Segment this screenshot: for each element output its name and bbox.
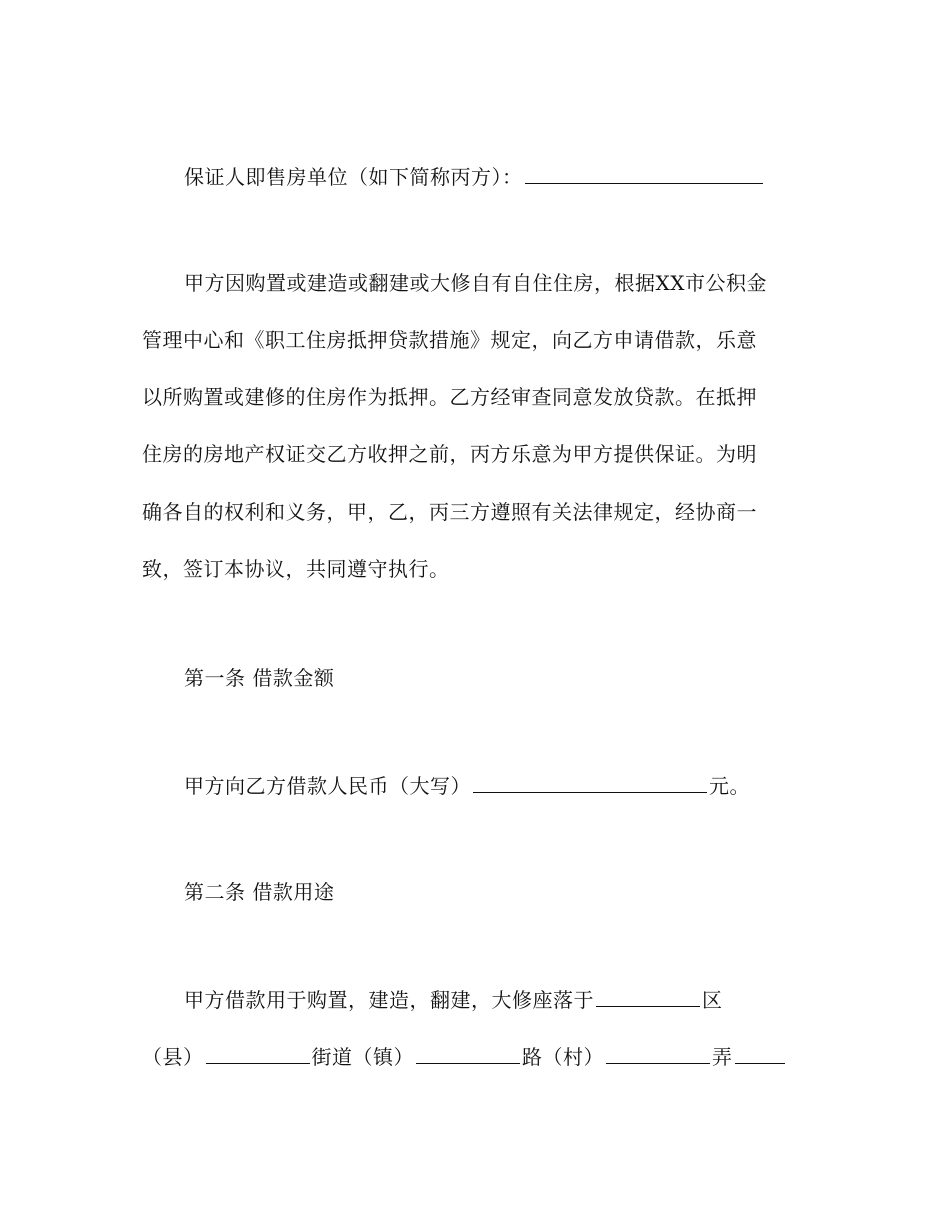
preamble-line-5: 确各自的权利和义务，甲，乙，丙三方遵照有关法律规定，经协商一	[142, 500, 757, 524]
location-blank-street[interactable]	[416, 1043, 520, 1064]
article-1-amount-line	[184, 771, 750, 801]
preamble-line-1: 甲方因购置或建造或翻建或大修自有自住住房，根据XX市公积金	[184, 271, 767, 295]
guarantor-blank[interactable]	[525, 163, 763, 184]
guarantor-line	[184, 162, 765, 192]
preamble-line-6: 致，签订本协议，共同遵守执行。	[142, 557, 450, 581]
article-2-purpose-line-1	[184, 985, 723, 1015]
guarantor-label: 保证人即售房单位（如下简称丙方）：	[184, 165, 523, 189]
location-blank-county[interactable]	[206, 1043, 310, 1064]
article-2-purpose-line-2	[142, 1042, 787, 1072]
loan-amount-blank[interactable]	[473, 772, 707, 793]
lane-label: 弄	[712, 1045, 733, 1069]
article-1-text-before: 甲方向乙方借款人民币（大写）	[184, 774, 471, 798]
location-blank-district[interactable]	[596, 986, 700, 1007]
preamble-line-3: 以所购置或建修的住房作为抵押。乙方经审查同意发放贷款。在抵押	[142, 385, 757, 409]
road-label: 路（村）	[522, 1045, 604, 1069]
location-blank-road[interactable]	[606, 1043, 710, 1064]
article-1-title: 第一条 借款金额	[184, 666, 335, 690]
street-label: 街道（镇）	[311, 1045, 414, 1069]
article-2-title: 第二条 借款用途	[184, 880, 335, 904]
preamble-line-4: 住房的房地产权证交乙方收押之前，丙方乐意为甲方提供保证。为明	[142, 442, 757, 466]
article-2-line1-text: 甲方借款用于购置，建造，翻建，大修座落于	[184, 988, 594, 1012]
location-blank-lane[interactable]	[735, 1043, 785, 1064]
preamble-line-2: 管理中心和《职工住房抵押贷款措施》规定，向乙方申请借款，乐意	[142, 328, 757, 352]
article-1-text-after: 元。	[709, 774, 750, 798]
county-label: （县）	[142, 1045, 204, 1069]
article-2-line1-suffix: 区	[702, 988, 723, 1012]
